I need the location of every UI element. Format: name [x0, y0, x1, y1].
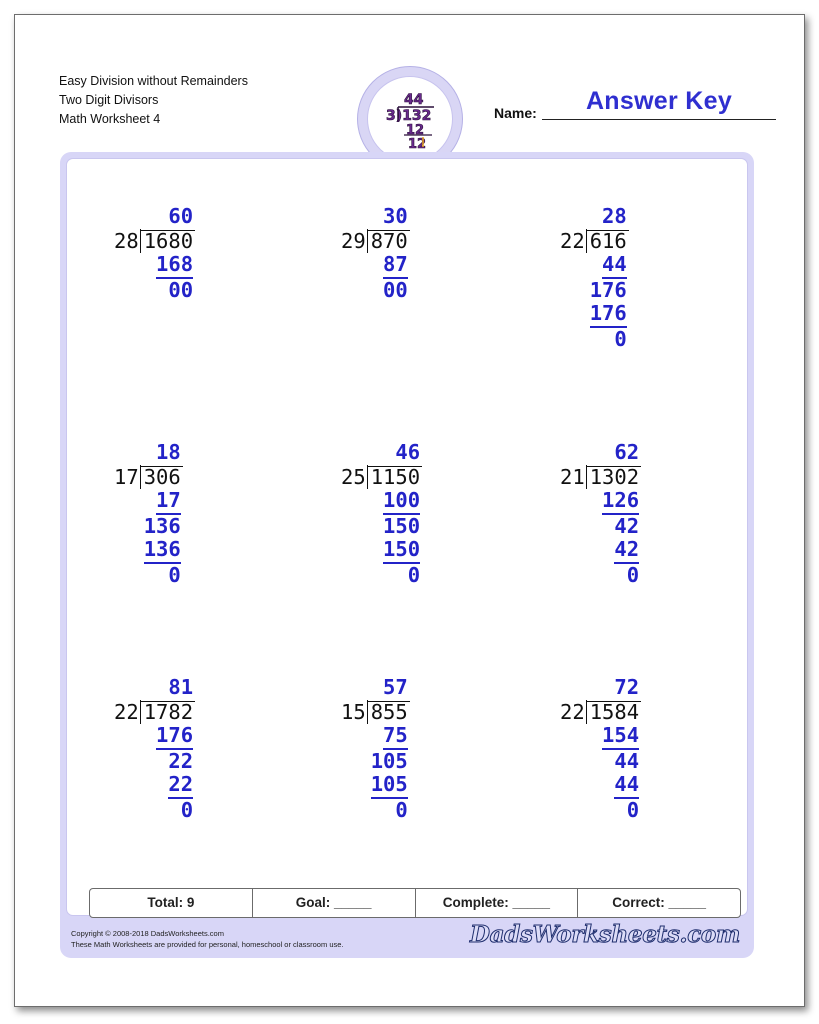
- worksheet-subtitle: Two Digit Divisors: [59, 93, 159, 107]
- work-step: 176: [590, 302, 627, 328]
- remainder: 0: [614, 326, 627, 351]
- answer-key-title: Answer Key: [585, 87, 733, 115]
- divisor: 28: [114, 228, 139, 253]
- remainder: 0: [180, 797, 194, 822]
- divisor: 22: [114, 699, 139, 724]
- problems-frame: [60, 152, 754, 958]
- work-step: 176: [589, 277, 627, 302]
- quotient: 81: [168, 675, 194, 699]
- work-step: 176: [156, 724, 193, 750]
- work-step: 44: [614, 748, 640, 773]
- footer-copyright: [71, 928, 344, 950]
- remainder: 0: [626, 797, 640, 822]
- name-field: [494, 87, 776, 123]
- divisor: 29: [341, 228, 366, 253]
- logo-glyph: 44: [404, 92, 424, 108]
- brand-logo: DadsWorksheets.com: [469, 921, 740, 948]
- dividend: 616: [586, 229, 627, 253]
- quotient: 18: [156, 440, 181, 464]
- work-step: 17: [156, 489, 181, 515]
- work-step: 42: [614, 513, 640, 538]
- quotient: 60: [168, 204, 194, 228]
- dividend: 1302: [586, 465, 639, 489]
- divisor: 22: [560, 228, 585, 253]
- division-problem: [341, 204, 541, 384]
- divisor: 25: [341, 464, 366, 489]
- score-complete: Complete: _____: [416, 889, 579, 917]
- score-bar: [89, 888, 741, 918]
- work-step: 87: [383, 253, 408, 279]
- dividend: 1782: [140, 700, 193, 724]
- division-bar: [140, 230, 195, 231]
- worksheet-number: Math Worksheet 4: [59, 112, 161, 126]
- division-bar: [367, 466, 422, 467]
- work-step: 22: [168, 748, 194, 773]
- division-problem: [341, 675, 541, 855]
- divisor: 17: [114, 464, 139, 489]
- logo-glyph: 12: [408, 137, 427, 152]
- worksheet-title: Easy Division without Remainders: [59, 74, 248, 88]
- name-underline: [542, 119, 776, 120]
- quotient: 62: [614, 440, 640, 464]
- division-problem: [560, 675, 760, 855]
- quotient: 30: [383, 204, 408, 228]
- work-step: 105: [370, 748, 408, 773]
- division-bar: [367, 230, 410, 231]
- remainder: 00: [168, 277, 194, 302]
- copyright-text: Copyright © 2008-2018 DadsWorksheets.com: [71, 929, 224, 938]
- quotient: 46: [395, 440, 421, 464]
- division-bar: [586, 701, 641, 702]
- score-goal: Goal: _____: [253, 889, 416, 917]
- work-step: 136: [143, 513, 181, 538]
- division-problem: [114, 440, 314, 620]
- dividend: 306: [140, 465, 181, 489]
- division-bar: [586, 466, 641, 467]
- quotient: 28: [602, 204, 627, 228]
- dividend: 870: [367, 229, 408, 253]
- dividend: 855: [367, 700, 408, 724]
- division-bar: [367, 701, 410, 702]
- dividend: 1584: [586, 700, 639, 724]
- usage-notice: These Math Worksheets are provided for personal, homeschool or classroom use.: [71, 940, 344, 949]
- divisor: 21: [560, 464, 585, 489]
- division-problem: [114, 204, 314, 384]
- work-step: 44: [602, 253, 627, 279]
- logo-glyph: 12: [406, 123, 425, 138]
- remainder: 0: [626, 562, 640, 587]
- work-step: 44: [614, 773, 639, 799]
- work-step: 75: [383, 724, 408, 750]
- logo-glyph: 3)132: [386, 108, 432, 124]
- remainder: 0: [395, 797, 408, 822]
- work-step: 42: [614, 538, 639, 564]
- work-step: 22: [168, 773, 193, 799]
- worksheet-page: [14, 14, 805, 1007]
- work-step: 168: [156, 253, 193, 279]
- work-step: 126: [602, 489, 639, 515]
- work-step: 150: [383, 513, 421, 538]
- remainder: 0: [168, 562, 181, 587]
- remainder: 00: [383, 277, 408, 302]
- quotient: 57: [383, 675, 408, 699]
- division-logo-icon: [368, 77, 452, 161]
- division-bar: [586, 230, 629, 231]
- division-problem: [560, 204, 760, 384]
- dividend: 1680: [140, 229, 193, 253]
- work-step: 100: [383, 489, 420, 515]
- divisor: 15: [341, 699, 366, 724]
- worksheet-header: [59, 72, 248, 129]
- quotient: 72: [614, 675, 640, 699]
- work-step: 150: [383, 538, 420, 564]
- division-problem: [341, 440, 541, 620]
- division-problem: [560, 440, 760, 620]
- score-total: Total: 9: [90, 889, 253, 917]
- division-problem: [114, 675, 314, 855]
- remainder: 0: [407, 562, 421, 587]
- division-bar: [140, 701, 195, 702]
- work-step: 105: [371, 773, 408, 799]
- score-correct: Correct: _____: [612, 895, 707, 910]
- dividend: 1150: [367, 465, 420, 489]
- work-step: 154: [602, 724, 639, 750]
- name-label: Name:: [494, 105, 537, 121]
- divisor: 22: [560, 699, 585, 724]
- problems-area: [66, 158, 748, 916]
- work-step: 136: [144, 538, 181, 564]
- division-bar: [140, 466, 183, 467]
